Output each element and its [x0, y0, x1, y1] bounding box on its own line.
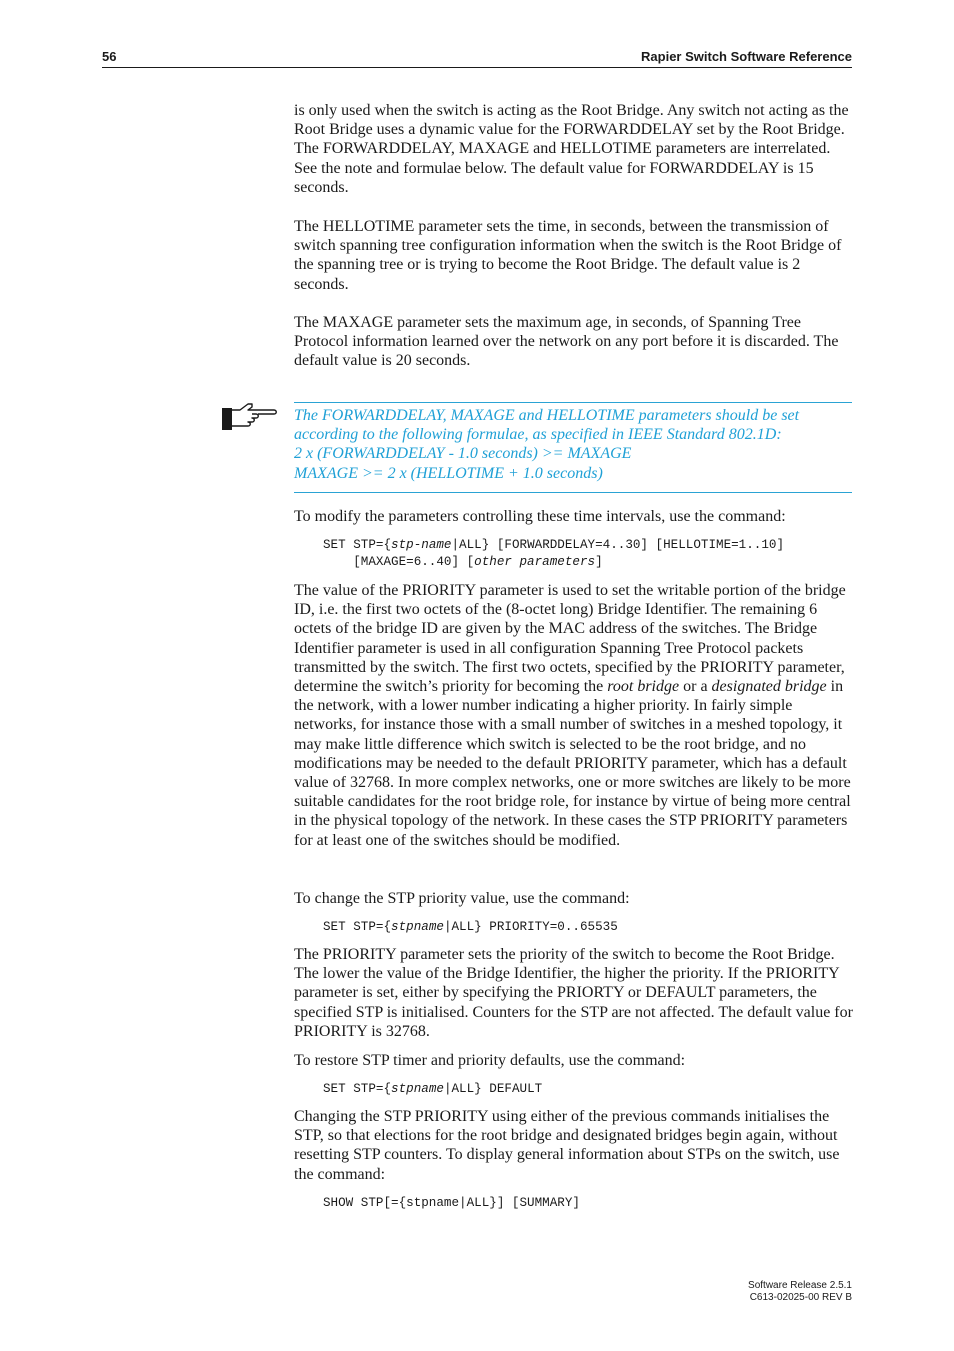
page-footer: [748, 1280, 852, 1304]
paragraph-text: The HELLOTIME parameter sets the time, in seconds, between the transmission of switch spanning tree configuration information when the switch is the Root Bridge of the spanning tree or is trying to become the Root Bridge. The default value is 2 seconds.: [294, 218, 842, 293]
code-text: SET STP={: [323, 538, 392, 552]
paragraph-text: is only used when the switch is acting as the Root Bridge. Any switch not acting as the Root Bridge uses a dynamic value for the FORWARDDELAY set by the Root Bridge. The FORWARDDELAY, MAXAGE and HELLOTIME parameters are interrelated. See the note and formulae below. The default value for FORWARDDELAY is 15 seconds.: [294, 102, 849, 196]
code-parameter: stpname: [391, 920, 444, 934]
paragraph-text: To restore STP timer and priority defaults, use the command:: [294, 1052, 686, 1069]
body-paragraph-forwarddelay: [294, 101, 854, 197]
note-formula: 2 x (FORWARDDELAY - 1.0 seconds) >= MAXAGE: [294, 445, 632, 463]
paragraph-text: The value of the PRIORITY parameter is used to set the writable portion of the bridge ID, i.e. the first two octets of the (8-octet long) Bridge Identifier. The remaining 6 octets of the bridge ID are given by the MAC address of the switches. The Bridge Identifier parameter is used in all configuration Spanning Tree Protocol packets transmitted by the switch. The first two octets, specified by the PRIORITY parameter, determine the switch’s priority for becoming the: [294, 582, 846, 696]
paragraph-text: The PRIORITY parameter sets the priority of the switch to become the Root Bridge. The lower the value of the Bridge Identifier, the higher the priority. If the PRIORITY parameter is set, either by specifying the PRIORTY or DEFAULT parameters, the specified STP is initialised. Counters for the STP are not affected. The default value for PRIORITY is 32768.: [294, 946, 853, 1040]
paragraph-text: To modify the parameters controlling these time intervals, use the command:: [294, 508, 786, 525]
code-text: |ALL} [FORWARDDELAY=4..30] [HELLOTIME=1..10]: [451, 538, 785, 552]
command-set-stp-priority: [323, 919, 618, 936]
code-text: [MAXAGE=6..40] [: [323, 555, 475, 569]
paragraph-text: To change the STP priority value, use the command:: [294, 890, 630, 907]
command-set-stp-timers: [323, 537, 784, 571]
body-paragraph-priority: [294, 581, 854, 850]
code-parameter: other parameters: [474, 555, 596, 569]
note-line: according to the following formulae, as specified in IEEE Standard 802.1D:: [294, 426, 782, 444]
note-line: The FORWARDDELAY, MAXAGE and HELLOTIME parameters should be set: [294, 407, 800, 424]
paragraph-text: The MAXAGE parameter sets the maximum age, in seconds, of Spanning Tree Protocol information learned over the network on any port before it is discarded. The default value is 20 seconds.: [294, 314, 839, 370]
term-root-bridge: root bridge: [607, 678, 680, 696]
code-text: SHOW STP[={stpname|ALL}] [SUMMARY]: [323, 1196, 580, 1210]
document-title: Rapier Switch Software Reference: [641, 49, 852, 64]
body-paragraph-priority-effect: [294, 945, 854, 1041]
body-paragraph-modify: [294, 507, 854, 526]
code-parameter: stp-name: [391, 538, 452, 552]
body-paragraph-hellotime: [294, 217, 854, 294]
command-set-stp-default: [323, 1081, 542, 1098]
code-text: SET STP={: [323, 1082, 392, 1096]
code-parameter: stpname: [391, 1082, 444, 1096]
paragraph-text: or a: [679, 678, 712, 696]
term-designated-bridge: designated bridge: [711, 678, 827, 696]
code-text: |ALL} PRIORITY=0..65535: [443, 920, 618, 934]
software-release: Software Release 2.5.1: [748, 1280, 852, 1291]
note-box: [294, 402, 852, 493]
body-paragraph-changing-priority: [294, 1107, 854, 1184]
code-text: SET STP={: [323, 920, 392, 934]
note-formula: MAXAGE >= 2 x (HELLOTIME + 1.0 seconds): [294, 464, 603, 482]
page-header: [102, 47, 852, 68]
body-paragraph-change-priority: [294, 889, 854, 908]
paragraph-text: in the network, with a lower number indicating a higher priority. In fairly simple networks, for instance those with a small number of switches in a meshed topology, it may make little difference which switch is selected to be the root bridge, and no modifications may be needed to the default PRIORITY parameter, which has a default value of 32768. In more complex networks, one or more switches are likely to be more suitable candidates for the root bridge role, for instance by virtue of being more central in the physical topology of the network. In these cases the STP PRIORITY parameters for at least one of the switches should be modified.: [294, 678, 851, 849]
code-text: |ALL} DEFAULT: [443, 1082, 543, 1096]
paragraph-text: Changing the STP PRIORITY using either of the previous commands initialises the STP, so that elections for the root bridge and designated bridges begin again, without resetting STP counters. To display general information about STPs on the switch, use the command:: [294, 1108, 840, 1183]
body-paragraph-maxage: [294, 313, 854, 371]
document-code: C613-02025-00 REV B: [749, 1292, 852, 1303]
code-text: ]: [595, 555, 603, 569]
page-number: 56: [102, 49, 117, 64]
body-paragraph-restore: [294, 1051, 854, 1070]
command-show-stp: [323, 1195, 580, 1212]
pointing-hand-icon: [222, 400, 278, 434]
